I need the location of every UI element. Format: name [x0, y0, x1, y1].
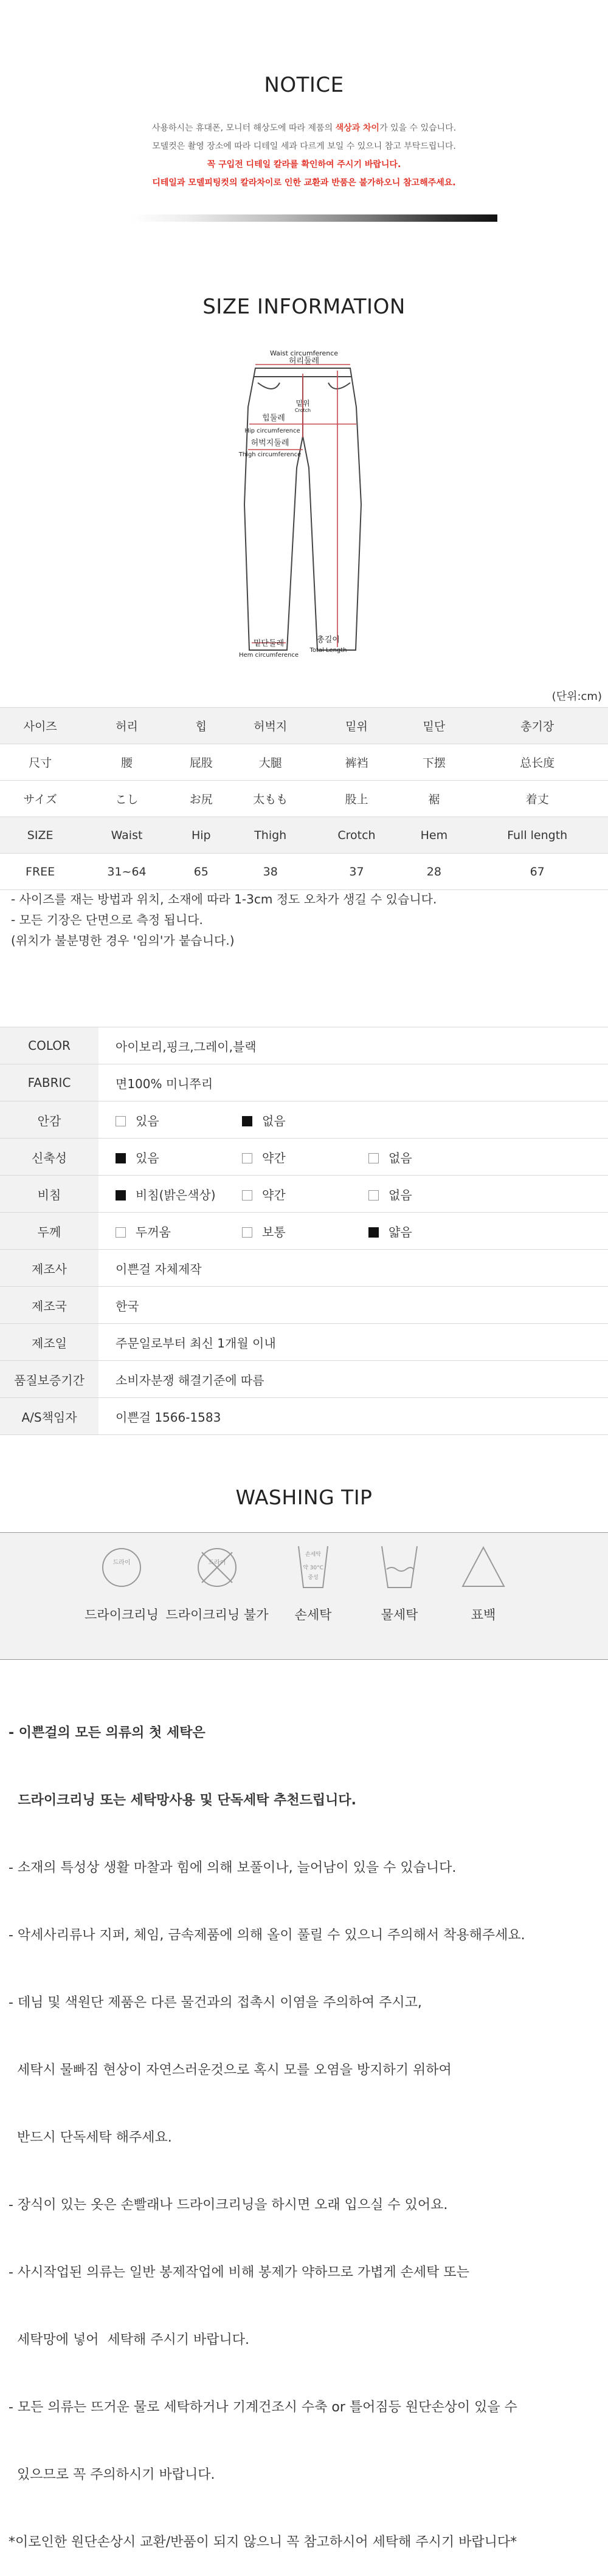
label-waist-ko: 허리둘레 — [288, 357, 320, 366]
no-dry-clean-icon — [196, 1546, 238, 1589]
dry-clean-icon — [100, 1546, 143, 1589]
svg-text:약 30°C: 약 30°C — [303, 1565, 323, 1571]
notice-line-3: 꼭 구입전 디테일 칼라를 확인하여 주시기 바랍니다. — [207, 160, 401, 170]
checkbox-sheer-slight — [242, 1190, 252, 1201]
checkbox-sheer-no — [368, 1190, 379, 1201]
checkbox-thin — [368, 1227, 379, 1238]
pants-diagram — [231, 346, 377, 665]
size-table — [0, 707, 608, 890]
table-row: 사이즈 허리 힙 허벅지 밑위 밑단 총기장 — [0, 708, 608, 744]
label-thigh-en: Thigh circumference — [238, 451, 302, 458]
checkbox-thick — [116, 1227, 126, 1238]
washing-title: WASHING TIP — [235, 1485, 373, 1509]
notice-title: NOTICE — [264, 73, 344, 97]
checkbox-stretch-yes — [116, 1153, 126, 1163]
table-row: FREE 31~64 65 38 37 28 67 — [0, 854, 608, 890]
hand-wash-label: 손세탁 — [294, 1608, 332, 1622]
label-crotch-en: Crotch — [294, 408, 311, 413]
label-thigh-ko: 허벅지둘레 — [250, 439, 289, 448]
spec-row-stretch: 신축성 있음 약간 없음 — [0, 1139, 608, 1176]
notice-line-2: 모델컷은 촬영 장소에 따라 디테일 세과 다르게 보일 수 있으니 참고 부탁드립니다. — [152, 142, 456, 151]
checkbox-stretch-slight — [242, 1153, 252, 1163]
svg-text:중성: 중성 — [308, 1575, 319, 1581]
no-dry-clean-label: 드라이크리닝 불가 — [165, 1608, 269, 1622]
spec-row-lining: 안감 있음 없음 — [0, 1101, 608, 1139]
color-gradient-bar — [131, 214, 497, 222]
label-length-ko: 총길이 — [317, 635, 340, 645]
label-length-en: Total Length — [309, 647, 347, 654]
label-hip-en: Hip circumference — [244, 428, 300, 434]
checkbox-normal — [242, 1227, 252, 1238]
checkbox-lining-no — [242, 1116, 252, 1126]
checkbox-stretch-no — [368, 1153, 379, 1163]
notice-line-1: 사용하시는 휴대폰, 모니터 해상도에 따라 제품의 색상과 차이가 있을 수 있습니다. — [151, 123, 457, 133]
svg-text:드라이: 드라이 — [112, 1560, 131, 1566]
unit-label: (단위:cm) — [551, 690, 602, 703]
notice-highlight: 색상과 차이 — [335, 123, 380, 133]
spec-row-date: 제조일 주문일로부터 최신 1개월 이내 — [0, 1324, 608, 1361]
checkbox-lining-yes — [116, 1116, 126, 1126]
table-row: 尺寸 腰 屁股 大腿 裤裆 下摆 总长度 — [0, 744, 608, 781]
svg-text:손세탁: 손세탁 — [305, 1552, 322, 1558]
spec-table — [0, 1027, 608, 1435]
label-waist-en: Waist circumference — [269, 349, 339, 357]
water-wash-icon — [378, 1543, 421, 1591]
water-wash-label: 물세탁 — [381, 1608, 418, 1622]
svg-text:드라이: 드라이 — [208, 1560, 226, 1566]
spec-row-thickness: 두께 두꺼움 보통 얇음 — [0, 1213, 608, 1250]
table-row: SIZE Waist Hip Thigh Crotch Hem Full length — [0, 817, 608, 854]
spec-row-sheer: 비침 비침(밝은색상) 약간 없음 — [0, 1176, 608, 1213]
spec-row-country: 제조국 한국 — [0, 1287, 608, 1324]
spec-row-maker: 제조사 이쁜걸 자체제작 — [0, 1250, 608, 1287]
table-row: サイズ こし お尻 太もも 股上 裾 着丈 — [0, 781, 608, 817]
notice-line-4: 디테일과 모델피팅컷의 칼라차이로 인한 교환과 반품은 불가하오니 참고해주세요. — [152, 178, 456, 188]
label-hip-ko: 힙둘레 — [262, 414, 285, 423]
bleach-label: 표백 — [471, 1608, 496, 1622]
spec-row-as: A/S책임자 이쁜걸 1566-1583 — [0, 1398, 608, 1435]
spec-row-fabric: FABRIC 면100% 미니쭈리 — [0, 1064, 608, 1101]
size-notes: - 사이즈를 재는 방법과 위치, 소재에 따라 1-3cm 정도 오차가 생길 수 있습니다. - 모든 기장은 단면으로 측정 됩니다. (위치가 불분명한 경우 '임의'가 붙습니다.) — [11, 892, 437, 948]
checkbox-sheer-light — [116, 1190, 126, 1201]
label-hem-en: Hem circumference — [238, 652, 299, 659]
washing-icons-panel — [0, 1532, 608, 1660]
label-hem-ko: 밑단둘레 — [253, 639, 285, 648]
size-info-title: SIZE INFORMATION — [202, 295, 406, 319]
label-crotch-ko: 밑위 — [295, 399, 310, 408]
hand-wash-icon — [295, 1543, 331, 1591]
bleach-icon — [460, 1544, 506, 1590]
dry-clean-label: 드라이크리닝 — [85, 1608, 159, 1622]
spec-row-warranty: 품질보증기간 소비자분쟁 해결기준에 따름 — [0, 1361, 608, 1398]
spec-row-color: COLOR 아이보리,핑크,그레이,블랙 — [0, 1027, 608, 1064]
care-instructions: - 이쁜걸의 모든 의류의 첫 세탁은 드라이크리닝 또는 세탁망사용 및 단독세탁 추천드립니다. - 소재의 특성상 생활 마찰과 힘에 의해 보풀이나, 늘어남이 있을 수 있습니다. - 악세사리류나 지퍼, 체임, 금속제품에 의해 올이 풀릴 수 있으니 주의해서 착용해주세요. - 데님 및 색원단 제품은 다른 물건과의 접촉시 이염을 주의하여 주시고, 세탁시 물빠짐 현상이 자연스러운것으로 혹시 모를 오염을 방지하기 위하여 반드시 단독세탁 해주세요. - 장식이 있는 옷은 손빨래나 드라이크리닝을 하시면 오래 입으실 수 있어요. - 사시작업된 의류는 일반 봉제작업에 비해 봉제가 약하므로 가볍게 손세탁 또는 세탁망에 넣어 세탁해 주시기 바랍니다. - 모든 의류는 뜨거운 물로 세탁하거나 기계건조시 수축 or 틀어짐등 원단손상이 있을 수 있으므로 꼭 주의하시기 바랍니다. *이로인한 원단손상시 교환/반품이 되지 않으니 꼭 참고하시어 세탁해 주시기 바랍니다* — [9, 1725, 525, 2550]
